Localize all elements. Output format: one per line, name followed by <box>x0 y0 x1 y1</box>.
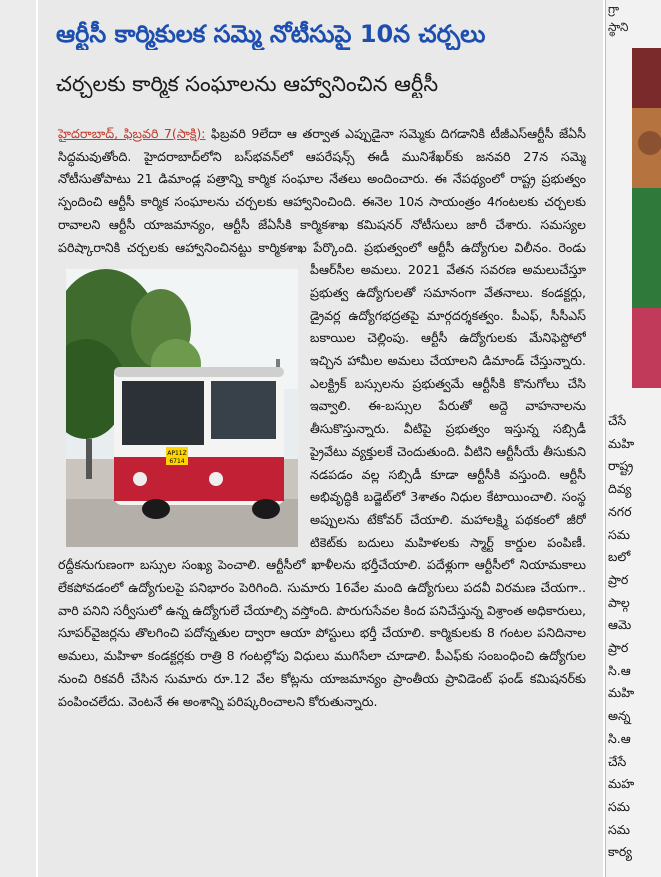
plate-line-1: AP11Z <box>167 450 187 458</box>
adjacent-photo-graphic <box>632 48 661 388</box>
adjacent-line: చేసే <box>608 753 627 769</box>
adjacent-line: అన్న <box>608 708 631 724</box>
adjacent-line: మహి <box>608 435 635 451</box>
article-body <box>58 123 586 868</box>
adjacent-line: ప్రార <box>608 640 629 656</box>
adjacent-line: నగర <box>608 503 632 519</box>
adjacent-line: ప్రార <box>608 571 629 587</box>
adjacent-photo <box>632 48 661 388</box>
adjacent-line: సమ <box>608 798 631 814</box>
bus-photo-graphic <box>66 269 298 547</box>
adjacent-top-text <box>608 0 628 36</box>
article-subheadline: చర్చలకు కార్మిక సంఘాలను ఆహ్వానించిన ఆర్టీసీ <box>56 72 439 96</box>
adjacent-line: కార్య <box>608 844 632 860</box>
adjacent-body-text <box>608 410 660 864</box>
adjacent-line: సి.ఆ <box>608 662 631 678</box>
article-text-rest: ప్రభుత్వంలో ఆర్టీసీ ఉద్యోగుల విలీనం. రెండు పీఆర్‌సీల అమలు. 2021 వేతన సవరణ అమలుచేస్తూ ప్రభుత్వ ఉద్యోగులతో సమానంగా వేతనాలు. కండక్టర్లు, డ్రైవర్ల ఉద్యోగభద్రతపై మార్గదర్శకత్వం. పీఎఫ్, సీసీఎస్ బకాయిల చెల్లింపు. ఆర్టీసీ ఉద్యోగులకు మేనిఫెస్టోలో ఇచ్చిన హామీల అమలు చేయాలని డిమాండ్ చేస్తున్నారు. ఎలక్ట్రిక్ బస్సులను ప్రభుత్వమే ఆర్టీసీకి కొనుగోలు చేసి ఇవ్వాలి. ఈ-బస్సుల పేరుతో అద్దె వాహనాలను తీసుకొస్తున్నారు. వీటిపై ప్రభుత్వం ఇస్తున్న సబ్సిడీ ప్రైవేటు వ్యక్తులకే చెందుతుంది. వీటిని ఆర్టీసీయే తీసుకుని నడపడం వల్ల సబ్సిడీ కూడా ఆర్టీసీకి వస్తుంది. ఆర్టీసీ అభివృద్ధికి బడ్జెట్‌లో 3శాతం నిధుల కేటాయించాలి. సంస్థ అప్పులను టేకోవర్ చేయాలి. మహాలక్ష్మి పథకంలో జీరో టికెట్‌కు బదులు మహిళలకు స్మార్ట్ కార్డుల పంపిణీ. రద్దీకనుగుణంగా బస్సుల సంఖ్య పెంచాలి. ఆర్టీసీలో ఖాళీలను భర్తీచేయాలి. పదేళ్లుగా ఆర్టీసీలో నియామకాలు లేకపోవడంలో ఉద్యోగులపై పనిభారం పెరిగింది. సుమారు 16వేల మంది ఉద్యోగులు పదవీ విరమణ చేయగా.. వారి పనిని సర్వీసులో ఉన్న ఉద్యోగులే చేయాల్సి వస్తోంది. పొరుగుసేవల కింద పనిచేస్తున్న విశ్రాంత అధికారులు, సూపర్‌వైజర్లను తొలగించి పదోన్నతుల ద్వారా ఆయా పోస్టులు భర్తీ చేయాలి. కార్మికులకు 8 గంటల పనిదినాల అమలు, మహిళా కండక్టర్లకు రాత్రి 8 గంటల్లోపు విధులు ముగిసేలా చూడాలి. పీఎఫ్‌కు సంబంధించి ఉద్యోగుల నుంచి రికవరీ చేసిన సుమారు రూ.12 వేల కోట్లను యాజమాన్యం ప్రాంతీయ ప్రావిడెంట్ ఫండ్ కమిషనర్‌కు పంపించలేదు. వెంటనే ఈ అంశాన్ని పరిష్కరించాలని కోరుతున్నారు. <box>58 239 586 709</box>
adjacent-line: పాల్గ <box>608 594 630 610</box>
bus-photo <box>66 269 298 547</box>
adjacent-line: ఆమె <box>608 617 632 633</box>
article-paragraph <box>58 123 586 713</box>
adjacent-line: రాష్ట్ర <box>608 458 634 474</box>
adjacent-line: దివ్య <box>608 481 632 497</box>
article-headline: ఆర్టీసీ కార్మికులక సమ్మె నోటీసుపై 10న చర్చలు <box>56 20 486 48</box>
plate-line-2: 6714 <box>169 458 185 466</box>
article-text-start: ఫిబ్రవరి 9లేదా ఆ తర్వాత ఎప్పుడైనా సమ్మెకు దిగడానికి టీజీఎస్ఆర్టీసీ జేఏసీ సిద్ధమవుతోంది. హైదరాబాద్‌లోని బస్‌భవన్‌లో ఆపరేషన్స్ ఈడీ మునిశేఖర్‌కు జనవరి 27న సమ్మె నోటీసుతోపాటు 21 డిమాండ్ల పత్రాన్ని కార్మిక సంఘాల నేతలు అందించారు. ఈ నేపథ్యంలో రాష్ట్ర ప్రభుత్వం స్పందించి ఆర్టీసీ కార్మిక సంఘాలను చర్చలకు ఆహ్వానించింది. ఈనెల 10న సాయంత్రం 4గంటలకు చర్చలకు రావాలని ఆర్టీసీ యాజమాన్యం, ఆర్టీసీ జేఏసీకి కార్మికశాఖ కమిషనర్ నోటీసులు జారీ చేశారు. సమస్యల పరిష్కారానికి చర్చలకు ఆహ్వానించినట్టు కార్మికశాఖ పేర్కొంది. <box>58 126 586 255</box>
adjacent-line: బలో <box>608 549 631 565</box>
article-dateline: హైదరాబాద్, ఫిబ్రవరి 7(సాక్షి): <box>58 126 206 141</box>
adjacent-line: సమ <box>608 821 631 837</box>
adjacent-line: స్థాని <box>608 20 629 34</box>
adjacent-line: సి.ఆ <box>608 730 631 746</box>
adjacent-line: గ్రా <box>608 2 620 16</box>
adjacent-line: మహ <box>608 776 635 792</box>
adjacent-line: సమ <box>608 526 631 542</box>
adjacent-line: మహి <box>608 685 635 701</box>
left-margin-strip <box>0 0 36 877</box>
adjacent-line: చేసే <box>608 413 627 428</box>
